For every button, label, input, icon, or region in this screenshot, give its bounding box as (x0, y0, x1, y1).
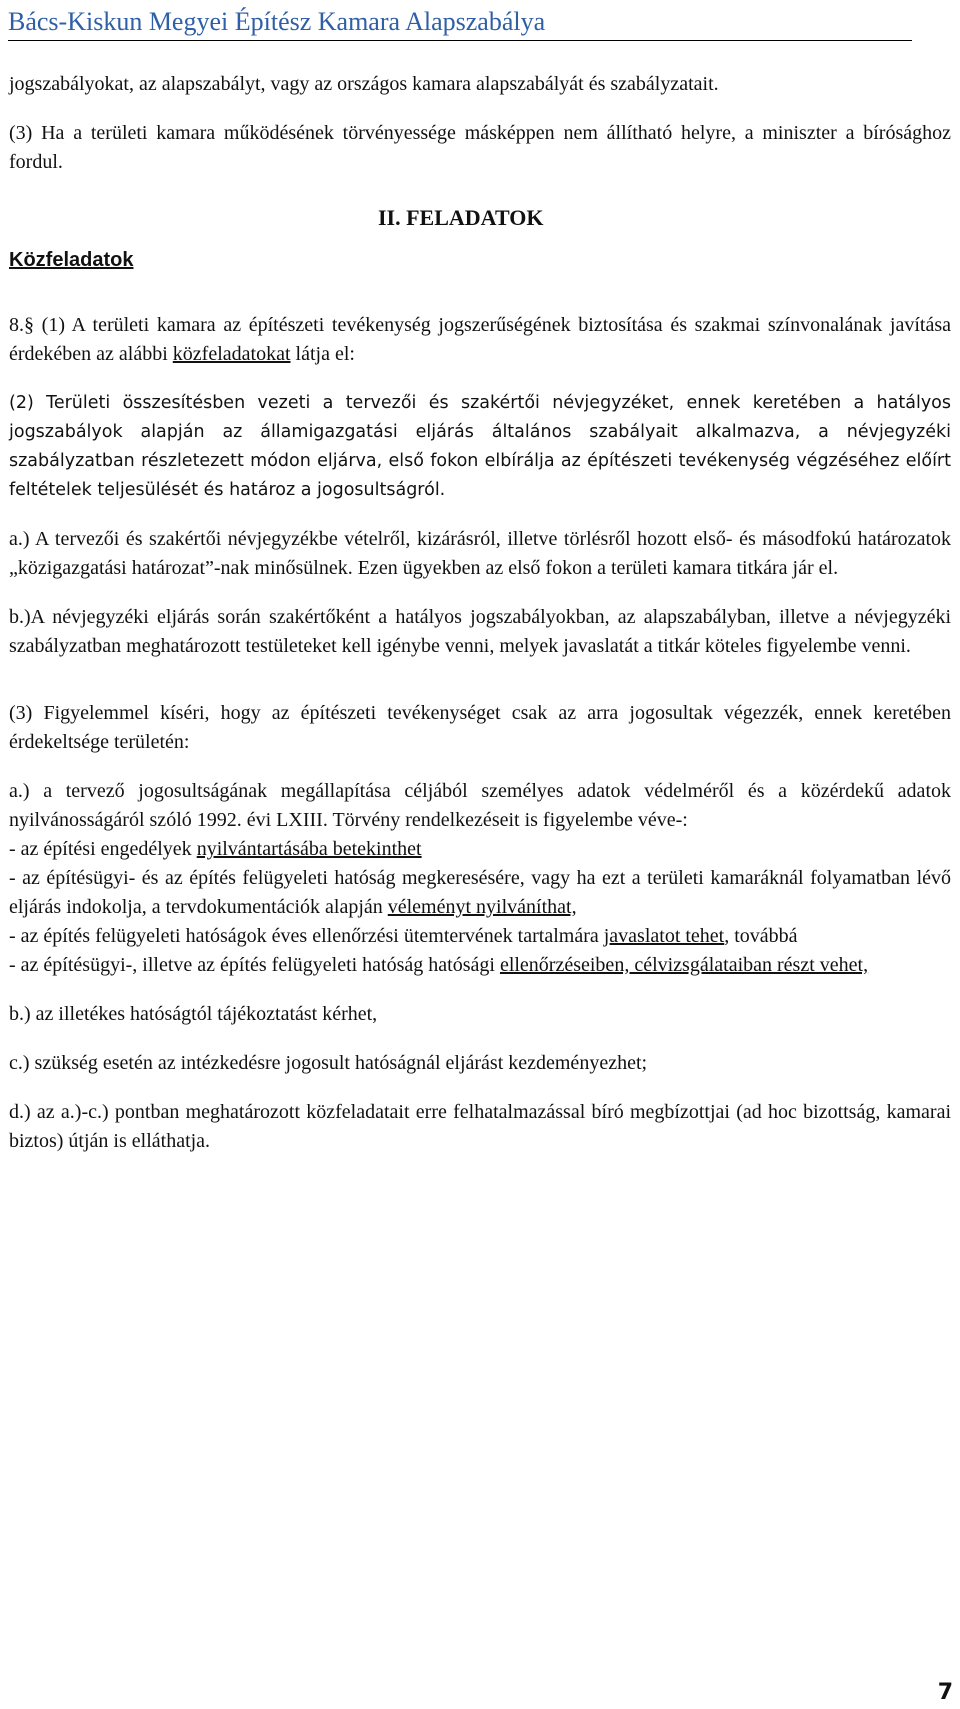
kozfeladatok-link[interactable]: közfeladatokat (172, 343, 291, 365)
section-8-1 (9, 311, 951, 369)
section-title: Közfeladatok (9, 249, 134, 271)
page-number: 7 (937, 1680, 953, 1705)
dash-item-3-link[interactable]: javaslatot tehet (603, 925, 725, 947)
dash-item-4-link[interactable]: ellenőrzéseiben, célvizsgálataiban részt vehet, (499, 954, 869, 976)
section-8-1-end: látja el: (290, 343, 355, 365)
paragraph-7-3: (3) Ha a területi kamara működésének törvényessége másképpen nem állítható helyre, a miniszter a bírósághoz fordul. (9, 122, 951, 173)
dash-item-1 (9, 835, 951, 864)
dash-item-3-text: - az építés felügyeleti hatóságok éves ellenőrzési ütemtervének tartalmára (9, 925, 604, 947)
section-8-2-a: a.) A tervezői és szakértői névjegyzékbe vételről, kizárásról, illetve törlésről hozott első- és másodfokú határozatok „közigazgatási határozat”-nak minősülnek. Ezen ügyekben az első fokon a területi kamara titkára jár el. (9, 528, 951, 579)
section-8-2: (2) Területi összesítésben vezeti a tervezői és szakértői névjegyzéket, ennek keretében a hatályos jogszabályok alapján az államigazgatási eljárás általános szabályait alkalmazva, a névjegyzéki szabályzatban részletezett módon eljárva, első fokon elbírálja az építészeti tevékenység végzéséhez előírt feltételek teljesülését és határoz a jogosultságról. (9, 393, 951, 500)
section-8-3-c: c.) szükség esetén az intézkedésre jogosult hatóságnál eljárást kezdeményezhet; (9, 1052, 648, 1074)
document-body (9, 70, 951, 1156)
section-8-2-b: b.)A névjegyzéki eljárás során szakértőként a hatályos jogszabályokban, az alapszabályban, illetve a névjegyzéki szabályzatban meghatározott testületeket kell igénybe venni, melyek javaslatát a titkár köteles figyelembe venni. (9, 606, 951, 657)
section-8-3-d: d.) az a.)-c.) pontban meghatározott közfeladatait erre felhatalmazással bíró megbízottjai (ad hoc bizottság, kamarai biztos) útján is elláthatja. (9, 1101, 951, 1152)
chapter-title: II. FELADATOK (378, 205, 544, 230)
paragraph-continuation: jogszabályokat, az alapszabályt, vagy az országos kamara alapszabályát és szabályzatait. (9, 73, 719, 95)
page-header: Bács-Kiskun Megyei Építész Kamara Alapszabálya (8, 4, 912, 41)
dash-item-4 (9, 951, 951, 980)
section-8-3-b: b.) az illetékes hatóságtól tájékoztatást kérhet, (9, 1003, 378, 1025)
section-8-3: (3) Figyelemmel kíséri, hogy az építészeti tevékenységet csak az arra jogosultak végezzék, ennek keretében érdekeltsége területén: (9, 702, 951, 753)
dash-item-4-text: - az építésügyi-, illetve az építés felügyeleti hatóság hatósági (9, 954, 500, 976)
dash-item-2 (9, 864, 951, 922)
dash-item-2-link[interactable]: véleményt nyilváníthat, (387, 896, 577, 918)
dash-item-1-text: - az építési engedélyek (9, 838, 197, 860)
dash-item-3-after: , továbbá (724, 925, 798, 947)
dash-item-3 (9, 922, 951, 951)
dash-item-1-link[interactable]: nyilvántartásába betekinthet (196, 838, 422, 860)
section-8-3-a: a.) a tervező jogosultságának megállapítása céljából személyes adatok védelméről és a közérdekű adatok nyilvánosságáról szóló 1992. évi LXIII. Törvény rendelkezéseit is figyelembe véve-: (9, 780, 951, 831)
section-8-1-text: 8.§ (1) A területi kamara az építészeti tevékenység jogszerűségének biztosítása és szakmai színvonalának javítása érdekében az alábbi (9, 314, 951, 365)
dash-item-2-text: - az építésügyi- és az építés felügyeleti hatóság megkeresésére, vagy ha ezt a területi kamaráknál folyamatban lévő eljárás indokolja, a tervdokumentációk alapján (9, 867, 951, 918)
